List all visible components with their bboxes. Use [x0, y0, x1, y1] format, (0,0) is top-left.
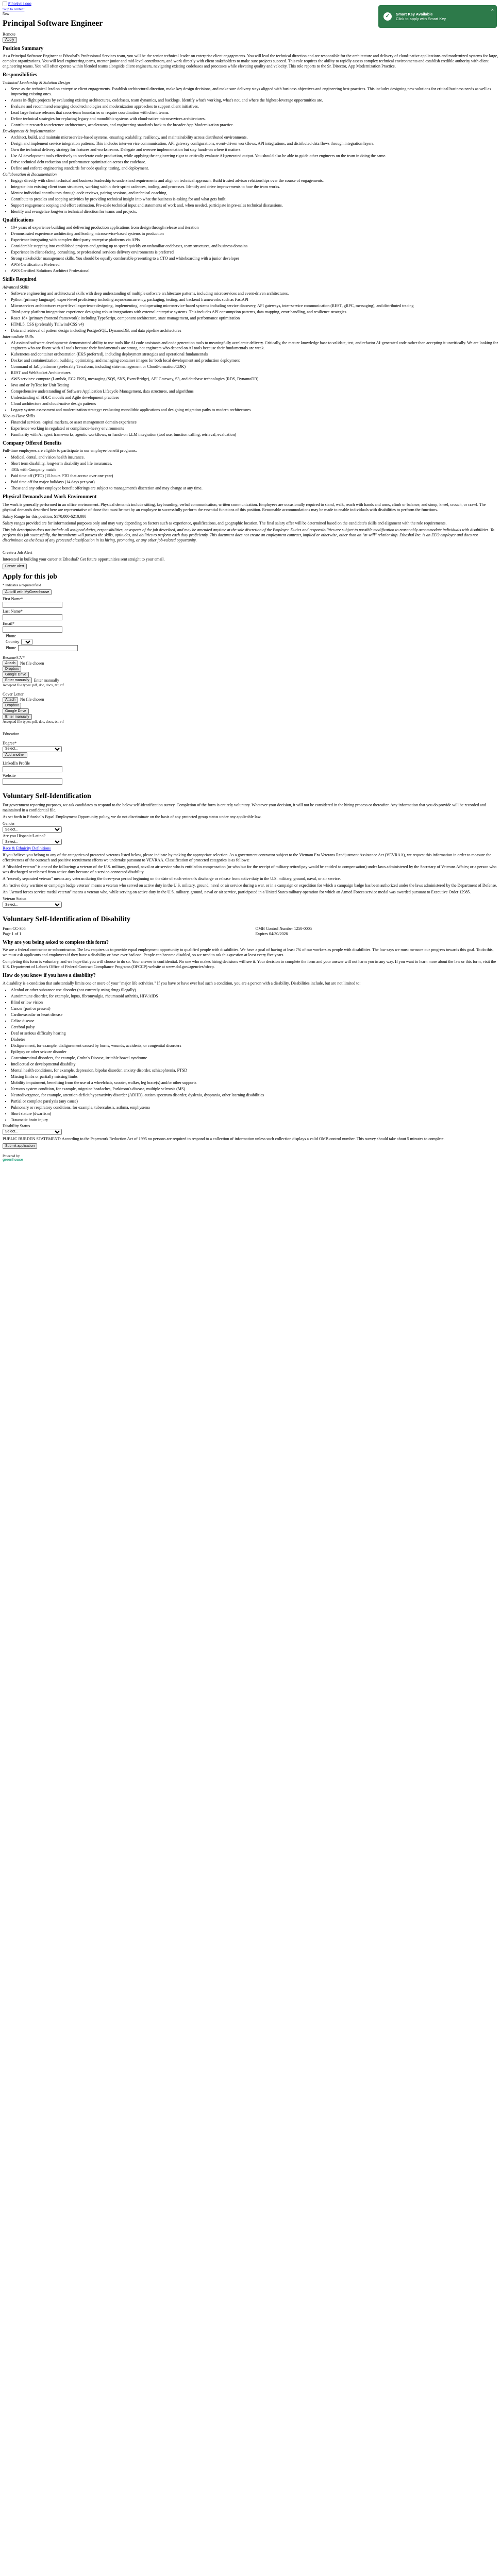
list-item: • Command of IaC platforms (preferably Terraform, including state management or CloudFormation/CDK) [11, 364, 498, 369]
list-item: • Evaluate and recommend emerging cloud technologies and modernization approaches to support client initiatives. [11, 104, 498, 109]
degree-label: Degree* [3, 740, 17, 745]
cover-attach-button[interactable]: Attach [3, 697, 18, 703]
country-select[interactable] [21, 639, 32, 645]
physical-heading: Physical Demands and Work Environment [3, 494, 97, 500]
list-item: • Cerebral palsy [11, 1025, 498, 1030]
burden-statement: PUBLIC BURDEN STATEMENT: According to the Paperwork Reduction Act of 1995 no persons are required to respond to a collection of information unless such collection displays a valid OMB control number. This survey should take about 5 minutes to complete. [3, 1136, 445, 1141]
list-item: • Data and retrieval of pattern design including PostgreSQL, DynamoDB, and data pipeline architectures [11, 328, 498, 333]
smart-key-toast[interactable] [378, 5, 497, 28]
last-name-input[interactable] [3, 614, 62, 620]
responsibilities-heading: Responsibilities [3, 72, 37, 78]
list-item: • Engage directly with client technical and business leadership to understand requirements and align on technical approach. Build trusted advisor relationships over the course of engagements. [11, 178, 498, 183]
cover-enter-manually-button[interactable]: Enter manually [3, 714, 32, 720]
list-item: • Short term disability, long-term disability and life insurances. [11, 461, 498, 466]
resume-dropbox-button[interactable]: Dropbox [3, 666, 21, 672]
list-item: • AWS services: compute (Lambda, EC2 EKS), messaging (SQS, SNS, EventBridge), API Gateway, S3, and database technologies (RDS, DynamoDB) [11, 377, 498, 382]
list-item: • Short stature (dwarfism) [11, 1111, 498, 1116]
email-label: Email* [3, 621, 15, 626]
last-name-label: Last Name* [3, 609, 23, 614]
greenhouse-logo: greenhouse [3, 1158, 23, 1162]
required-note: * indicates a required field [3, 583, 41, 588]
skills-heading: Skills Required [3, 277, 37, 283]
toast-body [396, 12, 446, 22]
form-number: Form CC-305 [3, 926, 26, 931]
benefits-list [3, 455, 498, 491]
how-heading: How do you know if you have a disability? [3, 973, 96, 979]
list-item: • Legacy system assessment and modernization strategy: evaluating monolithic applications and designing migration paths to modern architectures [11, 408, 498, 413]
list-item: • Traumatic brain injury [11, 1117, 498, 1123]
eeo-heading: Voluntary Self-Identification [3, 792, 91, 800]
list-item: • Strong stakeholder management skills. You should be equally comfortable presenting to a CTO and whiteboarding with a junior developer [11, 256, 498, 261]
list-item: • AI-assisted software development: demonstrated ability to use tools like AI code assistants and code generation tools to meaningfully accelerate delivery. Critically, the mature knowledge base to validate, test, and refactor AI-generated code rather than accepting it uncritically. We are looking for engineers who are fluent with AI tools because their fundamentals are strong, not engineers who depend on AI tools because their fundamentals are weak. [11, 341, 498, 351]
dev-list [3, 135, 498, 171]
resume-label: Resume/CV* [3, 655, 25, 660]
conditions-list [3, 988, 498, 1123]
list-item: • Partial or complete paralysis (any cause) [11, 1099, 498, 1104]
how-text: A disability is a condition that substantially limits one or more of your "major life activities." If you have or have ever had such a condition, you are a person with a disability. Disabilities include, but are not limited to: [3, 980, 361, 986]
toast-text: Click to apply with Smart Key [396, 16, 446, 21]
cover-google-drive-button[interactable]: Google Drive [3, 708, 29, 714]
list-item: • Alcohol or other substance use disorder (not currently using drugs illegally) [11, 988, 498, 993]
powered-by-text: Powered by [3, 1154, 20, 1158]
resume-file-types: Accepted file types: pdf, doc, docx, txt, rtf [3, 683, 64, 688]
quals-list [3, 225, 498, 274]
benefits-heading: Company Offered Benefits [3, 440, 62, 446]
resume-attach-button[interactable]: Attach [3, 660, 18, 666]
list-item: • 10+ years of experience building and delivering production applications from design through release and iteration [11, 225, 498, 230]
list-item: • Contribute research to reference architectures, accelerators, and engineering standards back to the broader App Modernization practice. [11, 123, 498, 128]
education-label: Education [3, 731, 20, 736]
tech-lead-heading: Technical Leadership & Solution Design [3, 80, 70, 85]
benefits-intro: Full-time employees are eligible to participate in our employee benefit programs: [3, 448, 137, 453]
list-item: • Experience integrating with complex third-party enterprise platforms via APIs [11, 238, 498, 243]
disability-status-select[interactable] [3, 1129, 62, 1135]
why-text-2: Completing this form is voluntary, and we hope that you will choose to do so. Your answer is confidential. No one who makes hiring decisions will see it. Your decision to complete the form and your answer will not harm you in any way. If you want to learn more about the law or this form, visit the U.S. Department of Labor's Office of Federal Contract Compliance Programs (OFCCP) website at www.dol.gov/agencies/ofccp. [3, 959, 496, 970]
intermediate-heading: Intermediate Skills [3, 334, 34, 339]
resume-enter-manually-text: Enter manually [34, 677, 59, 683]
list-item: • Support engagement scoping and effort estimation. Pre-scale technical input and statements of work and, when needed, participate in pre-sales technical discussions. [11, 203, 498, 208]
intermediate-list [3, 341, 498, 413]
list-item: • REST and WebSocket Architectures [11, 370, 498, 376]
veteran-text-3: A "recently separated veteran" means any veteran during the three-year period beginning on the date of such veteran's discharge or release from active duty in the U.S. military, ground, naval, or air service. [3, 876, 341, 882]
list-item: • Comprehensive understanding of Software Application Lifecycle Management, data structures, and algorithms [11, 389, 498, 394]
veteran-text-2: A "disabled veteran" is one of the following: a veteran of the U.S. military, ground, naval or air service who is entitled to compensation (or who but for the receipt of military retired pay would be entitled to compensation) under laws administered by the Secretary of Veterans Affairs; or a person who was discharged or released from active duty because of a service-connected disability. [3, 865, 497, 875]
phone-label: Phone [6, 634, 16, 639]
list-item: • 401k with Company match [11, 467, 498, 472]
list-item: • Intellectual or developmental disability [11, 1062, 498, 1067]
list-item: • Disfigurement, for example, disfigurement caused by burns, wounds, accidents, or congenital disorders [11, 1043, 498, 1048]
cover-label: Cover Letter [3, 691, 24, 697]
omb-number: OMB Control Number 1250-0005 [255, 926, 312, 931]
list-item: • Paid time off for major holidays (14 days per year) [11, 480, 498, 485]
list-item: • HTML5, CSS (preferably Tailwind/CSS v4) [11, 322, 498, 327]
form-page: Page 1 of 1 [3, 931, 22, 936]
disability-status-label: Disability Status [3, 1123, 30, 1128]
salary-range: Salary Range for this position: $170,000-$210,000 [3, 514, 87, 519]
list-item: • Mobility impairment, benefiting from the use of a wheelchair, scooter, walker, leg brace(s) and/or other supports [11, 1080, 498, 1086]
list-item: • Blind or low vision [11, 1000, 498, 1005]
list-item: • Mental health conditions, for example, depression, bipolar disorder, anxiety disorder, schizophrenia, PTSD [11, 1068, 498, 1073]
cover-no-file: No file chosen [20, 697, 44, 702]
phone-input[interactable] [18, 645, 78, 651]
list-item: • Deaf or serious difficulty hearing [11, 1031, 498, 1036]
list-item: • Financial services, capital markets, or asset management domain experience [11, 420, 498, 425]
list-item: • Own the technical delivery strategy for features and workstreams. Delegate and oversee implementation but stay hands-on where it matters. [11, 147, 498, 152]
omb-expires: Expires 04/30/2026 [255, 931, 288, 936]
list-item: • Cardiovascular or heart disease [11, 1012, 498, 1018]
skip-link[interactable]: Skip to content [3, 7, 25, 12]
veteran-text-5: An "Armed forces service medal veteran" means a veteran who, while serving on active duty in the U.S. military, ground, naval or air service, participated in a United States military operation for which an Armed Forces service medal was awarded pursuant to Executive Order 12985. [3, 890, 471, 895]
list-item: • Contribute to presales and scoping activities by providing technical insight into what the business is asking for and what gets built. [11, 197, 498, 202]
dev-heading: Development & Implementation [3, 128, 56, 133]
logo-link[interactable]: Ethoshal Logo [8, 2, 31, 6]
list-item: • AWS Certified Solutions Architect Professional [11, 268, 498, 274]
list-item: • Define and enforce engineering standards for code quality, testing, and deployment. [11, 166, 498, 171]
first-name-label: First Name* [3, 597, 23, 602]
submit-application-button[interactable]: Submit application [3, 1143, 37, 1149]
list-item: • Diabetes [11, 1037, 498, 1042]
alert-text: Interested in building your career at Ethoshal? Get future opportunities sent straight to your email. [3, 556, 165, 562]
check-icon: ✓ [383, 12, 392, 21]
list-item: • Neurodivergence, for example, attention-deficit/hyperactivity disorder (ADHD), autism spectrum disorder, dyslexia, dyspraxia, other learning disabilities [11, 1093, 498, 1098]
list-item: • Demonstrated experience architecting and leading microservice-based systems in production [11, 231, 498, 236]
why-text: We are a federal contractor or subcontractor. The law requires us to provide equal employment opportunity to qualified people with disabilities. We have a goal of having at least 7% of our workers as people with disabilities. The law says we must measure our progress towards this goal. To do this, we must ask applicants and employees if they have a disability or have ever had one. People can become disabled, so we need to ask this question at least every five years. [3, 947, 494, 958]
summary-text: As a Principal Software Engineer at Ethoshal's Professional Services team, you will be the senior technical leader on enterprise client engagements. You will lead the technical direction and are responsible for the architecture and delivery of cloud-native applications and modernized systems for large, complex organizations. You will lead engineering teams, mentor junior and mid-level contributors, and work directly with client stakeholders to make sure projects succeed. This role requires the ability to rapidly assess complex technical environments and establish credible authority with client engineering teams. You will often operate within blended teams alongside client engineers, navigating existing codebases and processes while elevating quality and velocity. This role reports to the Sr. Director, App Modernization Practice. [3, 54, 498, 69]
list-item: • Use AI development tools effectively to accelerate code production, while applying the engineering rigor to critically evaluate AI-generated output. You should also be able to guide other engineers on the team in doing the same. [11, 154, 498, 159]
veteran-text-1: If you believe you belong to any of the categories of protected veterans listed below, please indicate by making the appropriate selection. As a government contractor subject to the Vietnam Era Veterans Readjustment Assistance Act (VEVRAA), we request this information in order to measure the effectiveness of the outreach and positive recruitment efforts we undertake pursuant to VEVRAA. Classification of protected categories is as follows: [3, 853, 491, 863]
nice-heading: Nice-to-Have Skills [3, 413, 35, 418]
create-alert-button[interactable]: Create alert [3, 564, 27, 569]
resume-enter-manually-button[interactable]: Enter manually [3, 677, 32, 683]
gender-select[interactable] [3, 826, 62, 833]
list-item: • Experience in client-facing, consulting, or professional services delivery environments is preferred [11, 250, 498, 255]
hispanic-select[interactable] [3, 839, 62, 845]
powered-by [3, 1154, 498, 1163]
race-definitions-link[interactable]: Race & Ethnicity Definitions [3, 846, 51, 851]
veteran-status-select[interactable] [3, 902, 62, 908]
email-input[interactable] [3, 626, 62, 633]
list-item: • Nervous system condition, for example, migraine headaches, Parkinson's disease, multiple sclerosis (MS) [11, 1087, 498, 1092]
disclaimer-text: This job description does not include all assigned duties, responsibilities, or aspects of the job described, and may be amended anytime at the sole discretion of the Employer. Duties and responsibilities are subject to possible modification to reasonably accommodate individuals with disabilities. To perform this job successfully, the incumbents will possess the skills, aptitudes, and abilities to perform each duty proficiently. This document does not create an employment contract, implied or otherwise, other than an "at-will" relationship. Ethoshal Inc. is an EEO employer and does not discriminate on the basis of any protected classification in its hiring, promoting, or any other job-related opportunity. [3, 527, 494, 543]
autofill-button[interactable]: Autofill with MyGreenhouse [3, 589, 52, 595]
list-item: • Cancer (past or present) [11, 1006, 498, 1011]
cover-dropbox-button[interactable]: Dropbox [3, 703, 21, 708]
list-item: • Considerable stepping into established projects and getting up to speed quickly on unfamiliar codebases, team structures, and business domains [11, 244, 498, 249]
list-item: • Paid time off (PTO) (15 hours PTO that accrue over one year) [11, 473, 498, 479]
new-label: New [3, 12, 10, 16]
cover-file-types: Accepted file types: pdf, doc, docx, txt, rtf [3, 719, 64, 724]
eeo-intro-2: As set forth in Ethoshal's Equal Employment Opportunity policy, we do not discriminate on the basis of any protected group status under any applicable law. [3, 815, 262, 820]
list-item: • Medical, dental, and vision health insurance. [11, 455, 498, 460]
linkedin-input[interactable] [3, 766, 62, 772]
website-label: Website [3, 773, 16, 778]
job-location: Remote [3, 31, 15, 37]
job-alert-section [3, 550, 498, 569]
close-icon[interactable]: × [491, 7, 494, 12]
alert-link[interactable]: Create a Job Alert [3, 550, 32, 555]
list-item: • Integrate into existing client team structures, working within their sprint cadences, tooling, and processes. Identify and drive improvements to how the team works. [11, 184, 498, 190]
collab-heading: Collaboration & Documentation [3, 172, 57, 177]
add-another-education-button[interactable]: Add another [3, 752, 27, 758]
list-item: • Microservices architecture: expert-level experience designing, implementing, and operating microservice-based systems including service discovery, API gateways, inter-service communication (REST, gRPC, messaging), and distributed tracing [11, 303, 498, 309]
list-item: • Third-party platform integration: experience designing robust integrations with external enterprise systems. This includes API consumption patterns, data mapping, error handling, and resilience strategies. [11, 310, 498, 315]
toast-title: Smart Key Available [396, 11, 433, 16]
list-item: • Lead large feature releases that cross-team boundaries or require coordination with client teams. [11, 110, 498, 115]
list-item: • Docker and containerization: building, optimizing, and managing container images for both local development and production deployment [11, 358, 498, 363]
linkedin-label: LinkedIn Profile [3, 760, 30, 766]
list-item: • Familiarity with AI agent frameworks, agentic workflows, or hands-on LLM integration (tool use, function calling, retrieval, evaluation) [11, 432, 498, 437]
list-item: • Celiac disease [11, 1019, 498, 1024]
apply-button[interactable]: Apply [3, 37, 17, 43]
list-item: • Kubernetes and container orchestration (EKS preferred), including deployment strategies and operational fundamentals [11, 352, 498, 357]
list-item: • AWS Certifications Preferred [11, 262, 498, 267]
degree-select[interactable] [3, 746, 62, 752]
list-item: • Java and or PyTest for Unit Testing [11, 383, 498, 388]
advanced-heading: Advanced Skills [3, 284, 29, 290]
apply-heading: Apply for this job [3, 572, 57, 581]
list-item: • Gastrointestinal disorders, for example, Crohn's Disease, irritable bowel syndrome [11, 1056, 498, 1061]
list-item: • Architect, build, and maintain microservice-based systems, ensuring scalability, resiliency, and maintainability across distributed environments. [11, 135, 498, 140]
resume-no-file: No file chosen [20, 660, 44, 666]
job-title: Principal Software Engineer [3, 19, 103, 28]
list-item: • Understanding of SDLC models and Agile development practices [11, 395, 498, 400]
list-item: • Pulmonary or respiratory conditions, for example, tuberculosis, asthma, emphysema [11, 1105, 498, 1110]
list-item: • Serve as the technical lead on enterprise client engagements. Establish architectural direction, make key design decisions, and make sure delivery stays aligned with business objectives and engineering best practices. This includes designing new solutions for critical business needs as well as improving existing ones. [11, 87, 498, 97]
list-item: • Software engineering and architectural skills with deep understanding of multiple software architecture patterns, including microservices and event-driven architectures. [11, 291, 498, 296]
list-item: • Design and implement service integration patterns. This includes inter-service communication, API gateway configurations, event-driven workflows, API integrations, and distributed data flows through integration layers. [11, 141, 498, 146]
list-item: • Define technical strategies for replacing legacy and monolithic systems with cloud-native microservices architectures. [11, 116, 498, 122]
collab-list [3, 178, 498, 214]
nice-list [3, 420, 498, 437]
form-meta [3, 926, 312, 937]
resume-google-drive-button[interactable]: Google Drive [3, 672, 29, 677]
list-item: • Assess in-flight projects by evaluating existing architectures, codebases, team dynamics, and backlogs. Identify what's working, what's not, and where the highest-leverage opportunities are. [11, 98, 498, 103]
summary-heading: Position Summary [3, 45, 44, 52]
country-label: Country [6, 639, 20, 645]
list-item: • These and any other employee benefit offerings are subject to management's discretion and may change at any time. [11, 486, 498, 491]
website-input[interactable] [3, 778, 62, 785]
list-item: • Experience working in regulated or compliance-heavy environments [11, 426, 498, 431]
why-heading: Why are you being asked to complete this form? [3, 939, 109, 945]
list-item: • Python (primary language): expert-level proficiency including async/concurrency, packaging, testing, and backend frameworks such as FastAPI [11, 297, 498, 302]
list-item: • React 18+ (primary frontend framework): including TypeScript, component architecture, state management, and performance optimization [11, 316, 498, 321]
advanced-list [3, 291, 498, 333]
eeo-intro-1: For government reporting purposes, we ask candidates to respond to the below self-identification survey. Completion of the form is entirely voluntary. Whatever your decision, it will not be considered in the hiring process or thereafter. Any information that you do provide will be recorded and maintained in a confidential file. [3, 803, 486, 813]
gender-label: Gender [3, 821, 15, 826]
list-item: • Cloud architecture and cloud-native design patterns [11, 401, 498, 406]
phone-sub-label: Phone [6, 646, 16, 651]
tech-lead-list [3, 87, 498, 128]
physical-text: The work is generally performed in an office environment. Physical demands include sitting, keyboarding, verbal communication, written communication. Employees are occasionally required to stand, walk, reach with hands and arms, climb or balance, and stoop, kneel, crouch, or crawl. The physical demands described here are representative of those that must be met by an employee to successfully perform the essential functions of this position. Reasonable accommodations may be made to enable individuals with disabilities to perform the functions. [3, 502, 486, 512]
disability-heading: Voluntary Self-Identification of Disability [3, 916, 130, 924]
broken-image-icon [3, 2, 7, 6]
list-item: • Epilepsy or other seizure disorder [11, 1049, 498, 1055]
list-item: • Autoimmune disorder, for example, lupus, fibromyalgia, rheumatoid arthritis, HIV/AIDS [11, 994, 498, 999]
veteran-status-label: Veteran Status [3, 896, 26, 902]
list-item: • Drive technical debt reduction and performance optimization across the codebase. [11, 160, 498, 165]
first-name-input[interactable] [3, 602, 62, 608]
list-item: • Identify and evangelize long-term technical direction for teams and projects. [11, 209, 498, 214]
salary-text: Salary ranges provided are for informational purposes only and may vary depending on factors such as experience, qualifications, and geographic location. The final salary offer will be determined based on the candidate's skills and alignment with the role requirements. [3, 520, 447, 526]
veteran-text-4: An "active duty wartime or campaign badge veteran" means a veteran who served on active duty in the U.S. military, ground, naval or air service during a war, or in a campaign or expedition for which a campaign badge has been authorized under the laws administered by the Department of Defense. [3, 883, 497, 888]
list-item: • Mentor individual contributors through code reviews, pairing sessions, and technical coaching. [11, 191, 498, 196]
quals-heading: Qualifications [3, 217, 34, 223]
list-item: • Missing limbs or partially missing limbs [11, 1074, 498, 1079]
hispanic-label: Are you Hispanic/Latino? [3, 834, 46, 839]
